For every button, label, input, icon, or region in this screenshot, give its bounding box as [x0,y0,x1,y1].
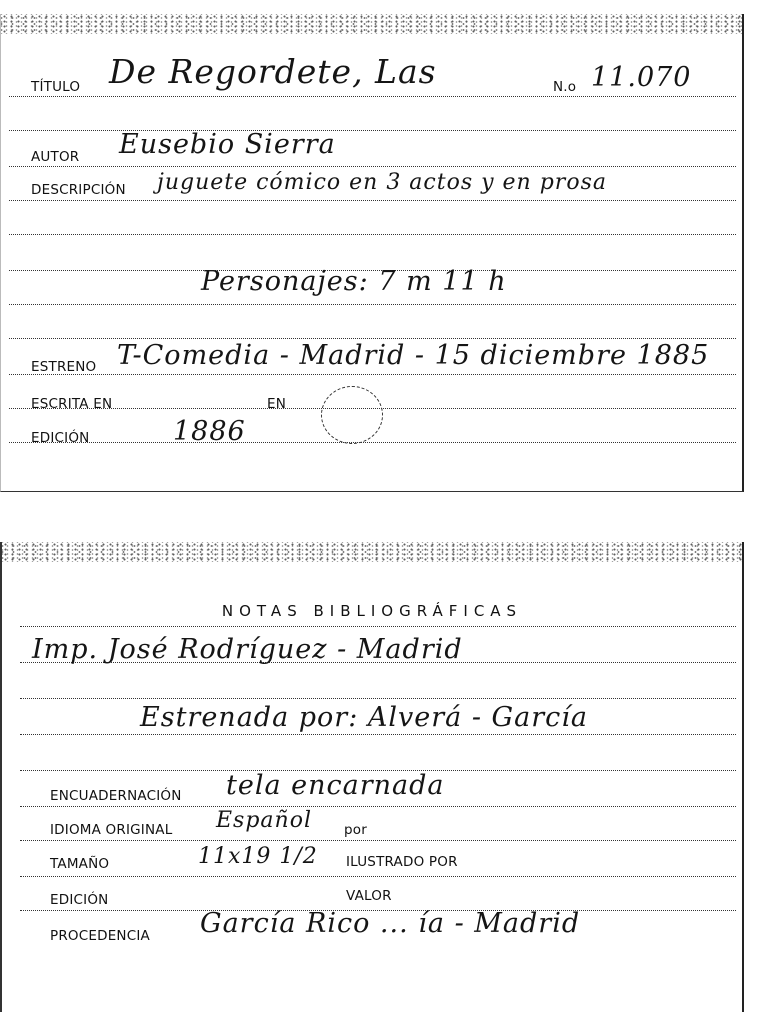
descripcion-value: juguete cómico en 3 actos y en prosa [157,170,607,195]
notas-heading: NOTAS BIBLIOGRÁFICAS [221,602,523,620]
encuadernacion-label: ENCUADERNACIÓN [50,788,182,804]
catalog-card-bottom [0,542,744,1012]
procedencia-value: García Rico ... ía - Madrid [200,908,581,939]
titulo-value: De Regordete, Las [109,52,437,91]
dotted-rule [20,734,736,735]
estreno-label: ESTRENO [31,359,97,375]
encuadernacion-value: tela encarnada [226,770,445,801]
edicion-label: EDICIÓN [50,892,109,908]
valor-label: VALOR [346,888,392,904]
tamano-value: 11x19 1/2 [198,844,318,869]
idioma-label: IDIOMA ORIGINAL [50,822,173,838]
numero-value: 11.070 [591,62,692,93]
idioma-value: Español [216,808,312,833]
edicion-label: EDICIÓN [31,430,90,446]
dotted-rule [9,166,736,167]
estreno-value: T-Comedia - Madrid - 15 diciembre 1885 [117,340,710,371]
numero-label: N.o [553,79,577,95]
dotted-rule [9,200,736,201]
dotted-rule [20,698,736,699]
procedencia-label: PROCEDENCIA [50,928,150,944]
por-label: por [344,822,367,838]
dotted-rule [9,96,736,97]
card-edge-speckle [1,14,742,34]
dotted-rule [20,626,736,627]
escrita-en-label: ESCRITA EN [31,396,113,412]
dotted-rule [9,442,736,443]
autor-label: AUTOR [31,149,80,165]
stamp-mark [321,386,383,444]
tamano-label: TAMAÑO [50,856,110,872]
dotted-rule [9,234,736,235]
personajes-note: Personajes: 7 m 11 h [201,266,507,297]
edicion-value: 1886 [173,416,246,447]
dotted-rule [9,374,736,375]
autor-value: Eusebio Sierra [119,129,336,160]
dotted-rule [20,806,736,807]
dotted-rule [20,840,736,841]
ilustrado-label: ILUSTRADO POR [346,854,458,870]
titulo-label: TÍTULO [31,79,81,95]
en-label: EN [267,396,287,412]
dotted-rule [9,338,736,339]
note-line: Imp. José Rodríguez - Madrid [32,634,463,665]
catalog-card-top [0,14,744,492]
dotted-rule [20,876,736,877]
descripcion-label: DESCRIPCIÓN [31,182,126,198]
dotted-rule [9,304,736,305]
card-edge-speckle [2,542,742,562]
note-line: Estrenada por: Alverá - García [140,702,588,733]
